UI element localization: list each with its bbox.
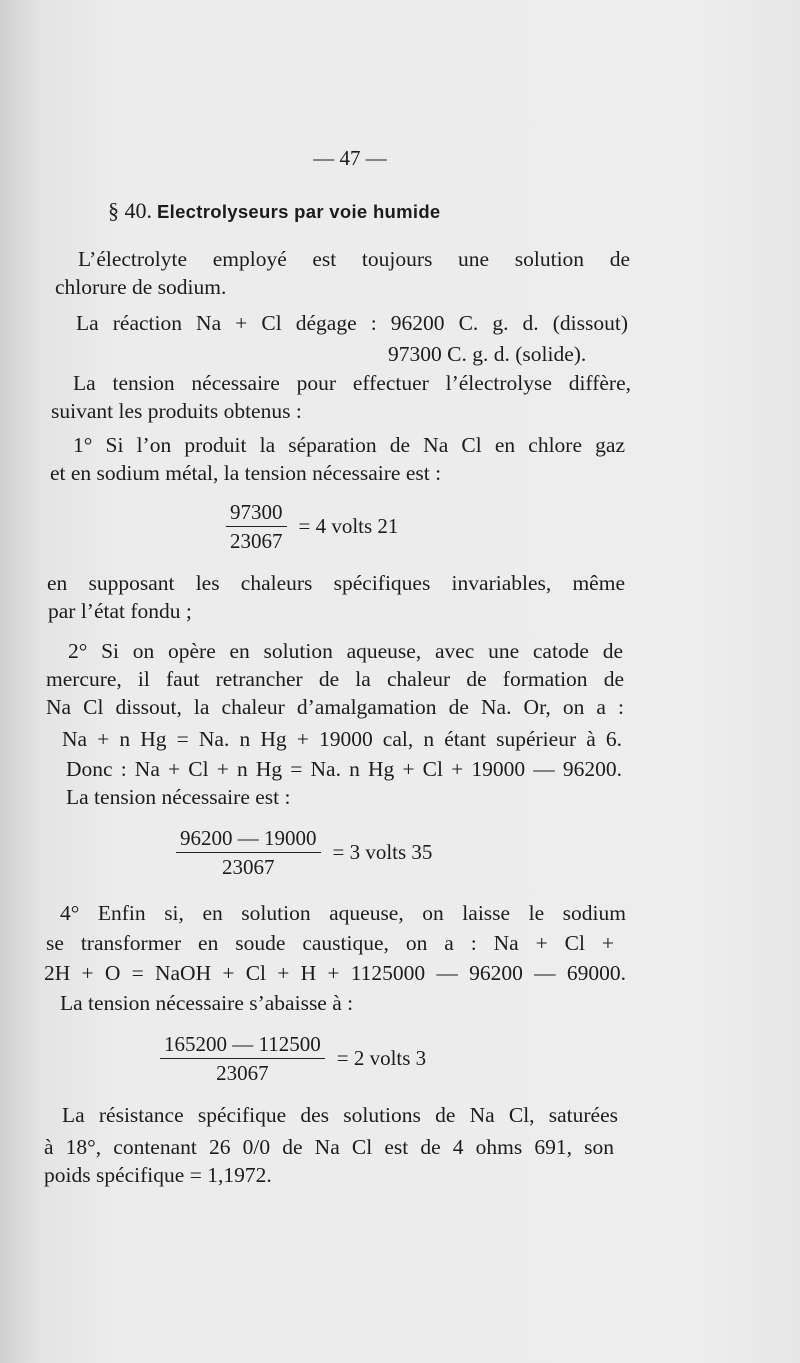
text-line: 2° Si on opère en solution aqueuse, avec une catode de (68, 639, 623, 663)
fraction-numerator: 165200 — 112500 (160, 1032, 325, 1059)
section-title: Electrolyseurs par voie humide (157, 201, 441, 222)
fraction (176, 826, 321, 879)
page-number: — 47 — (313, 146, 387, 170)
text-line: Donc : Na + Cl + n Hg = Na. n Hg + Cl + 19000 — 96200. (66, 757, 622, 781)
fraction-denominator: 23067 (216, 1061, 269, 1085)
text-line: 4° Enfin si, en solution aqueuse, on laisse le sodium (60, 901, 626, 925)
text-line: L’électrolyte employé est toujours une solution de (78, 247, 630, 271)
text-line: 97300 C. g. d. (solide). (388, 342, 587, 366)
formula-result: = 4 volts 21 (298, 514, 399, 538)
text-line: se transformer en soude caustique, on a : Na + Cl + (46, 931, 614, 955)
section-symbol: § 40. (108, 198, 152, 223)
formula-3 (160, 1032, 426, 1085)
fraction (226, 500, 287, 553)
text-line: poids spécifique = 1,1972. (44, 1163, 272, 1187)
text-line: La tension nécessaire s’abaisse à : (60, 991, 354, 1015)
text-line: La tension nécessaire pour effectuer l’électrolyse diffère, (73, 371, 631, 395)
text-line: mercure, il faut retrancher de la chaleur de formation de (46, 667, 624, 691)
text-line: 2H + O = NaOH + Cl + H + 1125000 — 96200 — 69000. (44, 961, 626, 985)
text-line: chlorure de sodium. (55, 275, 227, 299)
text-line: La résistance spécifique des solutions de Na Cl, saturées (62, 1103, 618, 1127)
formula-result: = 3 volts 35 (332, 840, 433, 864)
text-line: à 18°, contenant 26 0/0 de Na Cl est de 4 ohms 691, son (44, 1135, 614, 1159)
formula-result: = 2 volts 3 (336, 1046, 427, 1070)
section-heading (108, 198, 441, 224)
text-line: La réaction Na + Cl dégage : 96200 C. g. d. (dissout) (76, 311, 628, 335)
text-line: Na Cl dissout, la chaleur d’amalgamation de Na. Or, on a : (46, 695, 624, 719)
fraction-denominator: 23067 (230, 529, 283, 553)
fraction-numerator: 96200 — 19000 (176, 826, 321, 853)
fraction-numerator: 97300 (226, 500, 287, 527)
text-line: Na + n Hg = Na. n Hg + 19000 cal, n étant supérieur à 6. (62, 727, 622, 751)
text-line: 1° Si l’on produit la séparation de Na Cl en chlore gaz (73, 433, 625, 457)
text-line: par l’état fondu ; (48, 599, 192, 623)
text-line: et en sodium métal, la tension nécessaire est : (50, 461, 442, 485)
fraction-denominator: 23067 (222, 855, 275, 879)
formula-1 (226, 500, 398, 553)
fraction (160, 1032, 325, 1085)
formula-2 (176, 826, 432, 879)
text-line: en supposant les chaleurs spécifiques invariables, même (47, 571, 625, 595)
text-line: La tension nécessaire est : (66, 785, 291, 809)
text-line: suivant les produits obtenus : (51, 399, 302, 423)
